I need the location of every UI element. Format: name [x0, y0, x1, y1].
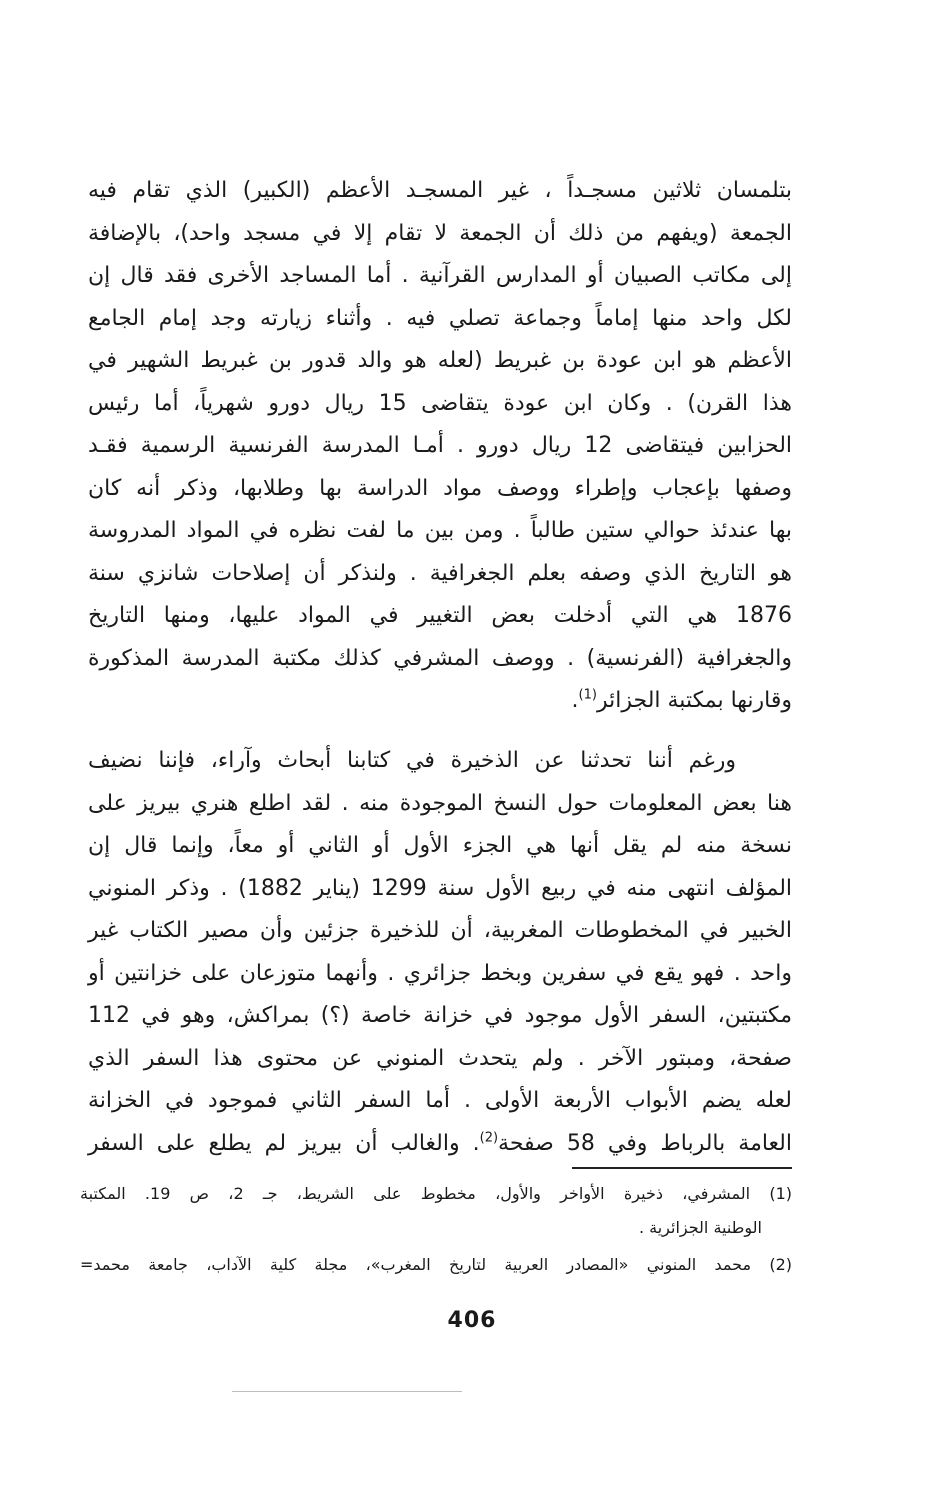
text-line: ورغم أننا تحدثنا عن الذخيرة في كتابنا أبحاث وآراء، فإننا نضيف	[88, 748, 736, 773]
text-line: الأعظم هو ابن عودة بن غبريط (لعله هو والد قدور بن غبريط الشهير في	[88, 348, 792, 373]
text-line: إلى مكاتب الصبيان أو المدارس القرآنية . أما المساجد الأخرى فقد قال إن	[88, 263, 792, 288]
text-line: واحد . فهو يقع في سفرين وبخط جزائري . وأنهما متوزعان على خزانتين أو	[88, 960, 792, 986]
text-line: 1876 هي التي أدخلت بعض التغيير في المواد عليها، ومنها التاريخ	[88, 603, 792, 628]
footnote-2	[80, 1248, 792, 1282]
text-line: مكتبتين، السفر الأول موجود في خزانة خاصة (؟) بمراكش، وهو في 112	[88, 1003, 792, 1028]
text-line: هنا بعض المعلومات حول النسخ الموجودة منه . لقد اطلع هنري بيريز على	[88, 790, 792, 816]
text-line: لعله يضم الأبواب الأربعة الأولى . أما السفر الثاني فموجود في الخزانة	[88, 1088, 792, 1113]
footnote-ref-2[interactable]: (2)	[479, 1130, 499, 1146]
footnote-divider	[572, 1167, 792, 1169]
text-line: نسخة منه لم يقل أنها هي الجزء الأول أو الثاني أو معاً، وإنما قال إن	[88, 833, 792, 858]
text-line: هو التاريخ الذي وصفه بعلم الجغرافية . ولنذكر أن إصلاحات شانزي سنة	[88, 560, 792, 586]
footnote-line: (1) المشرفي، ذخيرة الأواخر والأول، مخطوط على الشريط، جـ 2، ص 19. المكتبة	[80, 1184, 793, 1203]
text-line: الجمعة (ويفهم من ذلك أن الجمعة لا تقام إلا في مسجد واحد)، بالإضافة	[88, 220, 792, 246]
text-line: الحزابين فيتقاضى 12 ريال دورو . أمـا المدرسة الفرنسية الرسمية فقـد	[88, 433, 793, 458]
scan-artifact-line	[232, 1391, 462, 1392]
line-text: العامة بالرباط وفي 58 صفحة	[498, 1130, 792, 1156]
footnote-line: الوطنية الجزائرية .	[638, 1218, 762, 1237]
line-text: وقارنها بمكتبة الجزائر	[596, 688, 792, 713]
text-line: بتلمسان ثلاثين مسجـداً ، غير المسجـد الأعظم (الكبير) الذي تقام فيه	[88, 178, 792, 203]
text-line: لكل واحد منها إماماً وجماعة تصلي فيه . وأثناء زيارته وجد إمام الجامع	[88, 305, 792, 331]
footnote-ref-1[interactable]: (1)	[578, 687, 597, 703]
text-line: وصفها بإعجاب وإطراء ووصف مواد الدراسة بها وطلابها، وذكر أنه كان	[88, 475, 792, 501]
paragraph-1	[88, 170, 792, 723]
text-line: المؤلف انتهى منه في ربيع الأول سنة 1299 (يناير 1882) . وذكر المنوني	[88, 875, 793, 901]
text-line-last	[88, 1123, 792, 1166]
footnote-1	[80, 1177, 792, 1245]
text-line: هذا القرن) . وكان ابن عودة يتقاضى 15 ريال دورو شهرياً، أما رئيس	[88, 390, 792, 416]
text-line: والجغرافية (الفرنسية) . ووصف المشرفي كذلك مكتبة المدرسة المذكورة	[88, 645, 792, 671]
text-line-last	[88, 680, 792, 723]
text-line: بها عندئذ حوالي ستين طالباً . ومن بين ما لفت نظره في المواد المدروسة	[88, 518, 792, 543]
page-number: 406	[447, 1308, 497, 1333]
paragraph-2	[88, 740, 792, 1165]
footnote-line: (2) محمد المنوني «المصادر العربية لتاريخ المغرب»، مجلة كلية الآداب، جامعة محمد=	[80, 1255, 792, 1274]
line-tail: . والغالب أن بيريز لم يطلع على السفر	[88, 1130, 480, 1156]
text-line: الخبير في المخطوطات المغربية، أن للذخيرة جزئين وأن مصير الكتاب غير	[88, 918, 792, 943]
line-tail: .	[571, 688, 579, 713]
text-line: صفحة، ومبتور الآخر . ولم يتحدث المنوني عن محتوى هذا السفر الذي	[88, 1045, 792, 1071]
